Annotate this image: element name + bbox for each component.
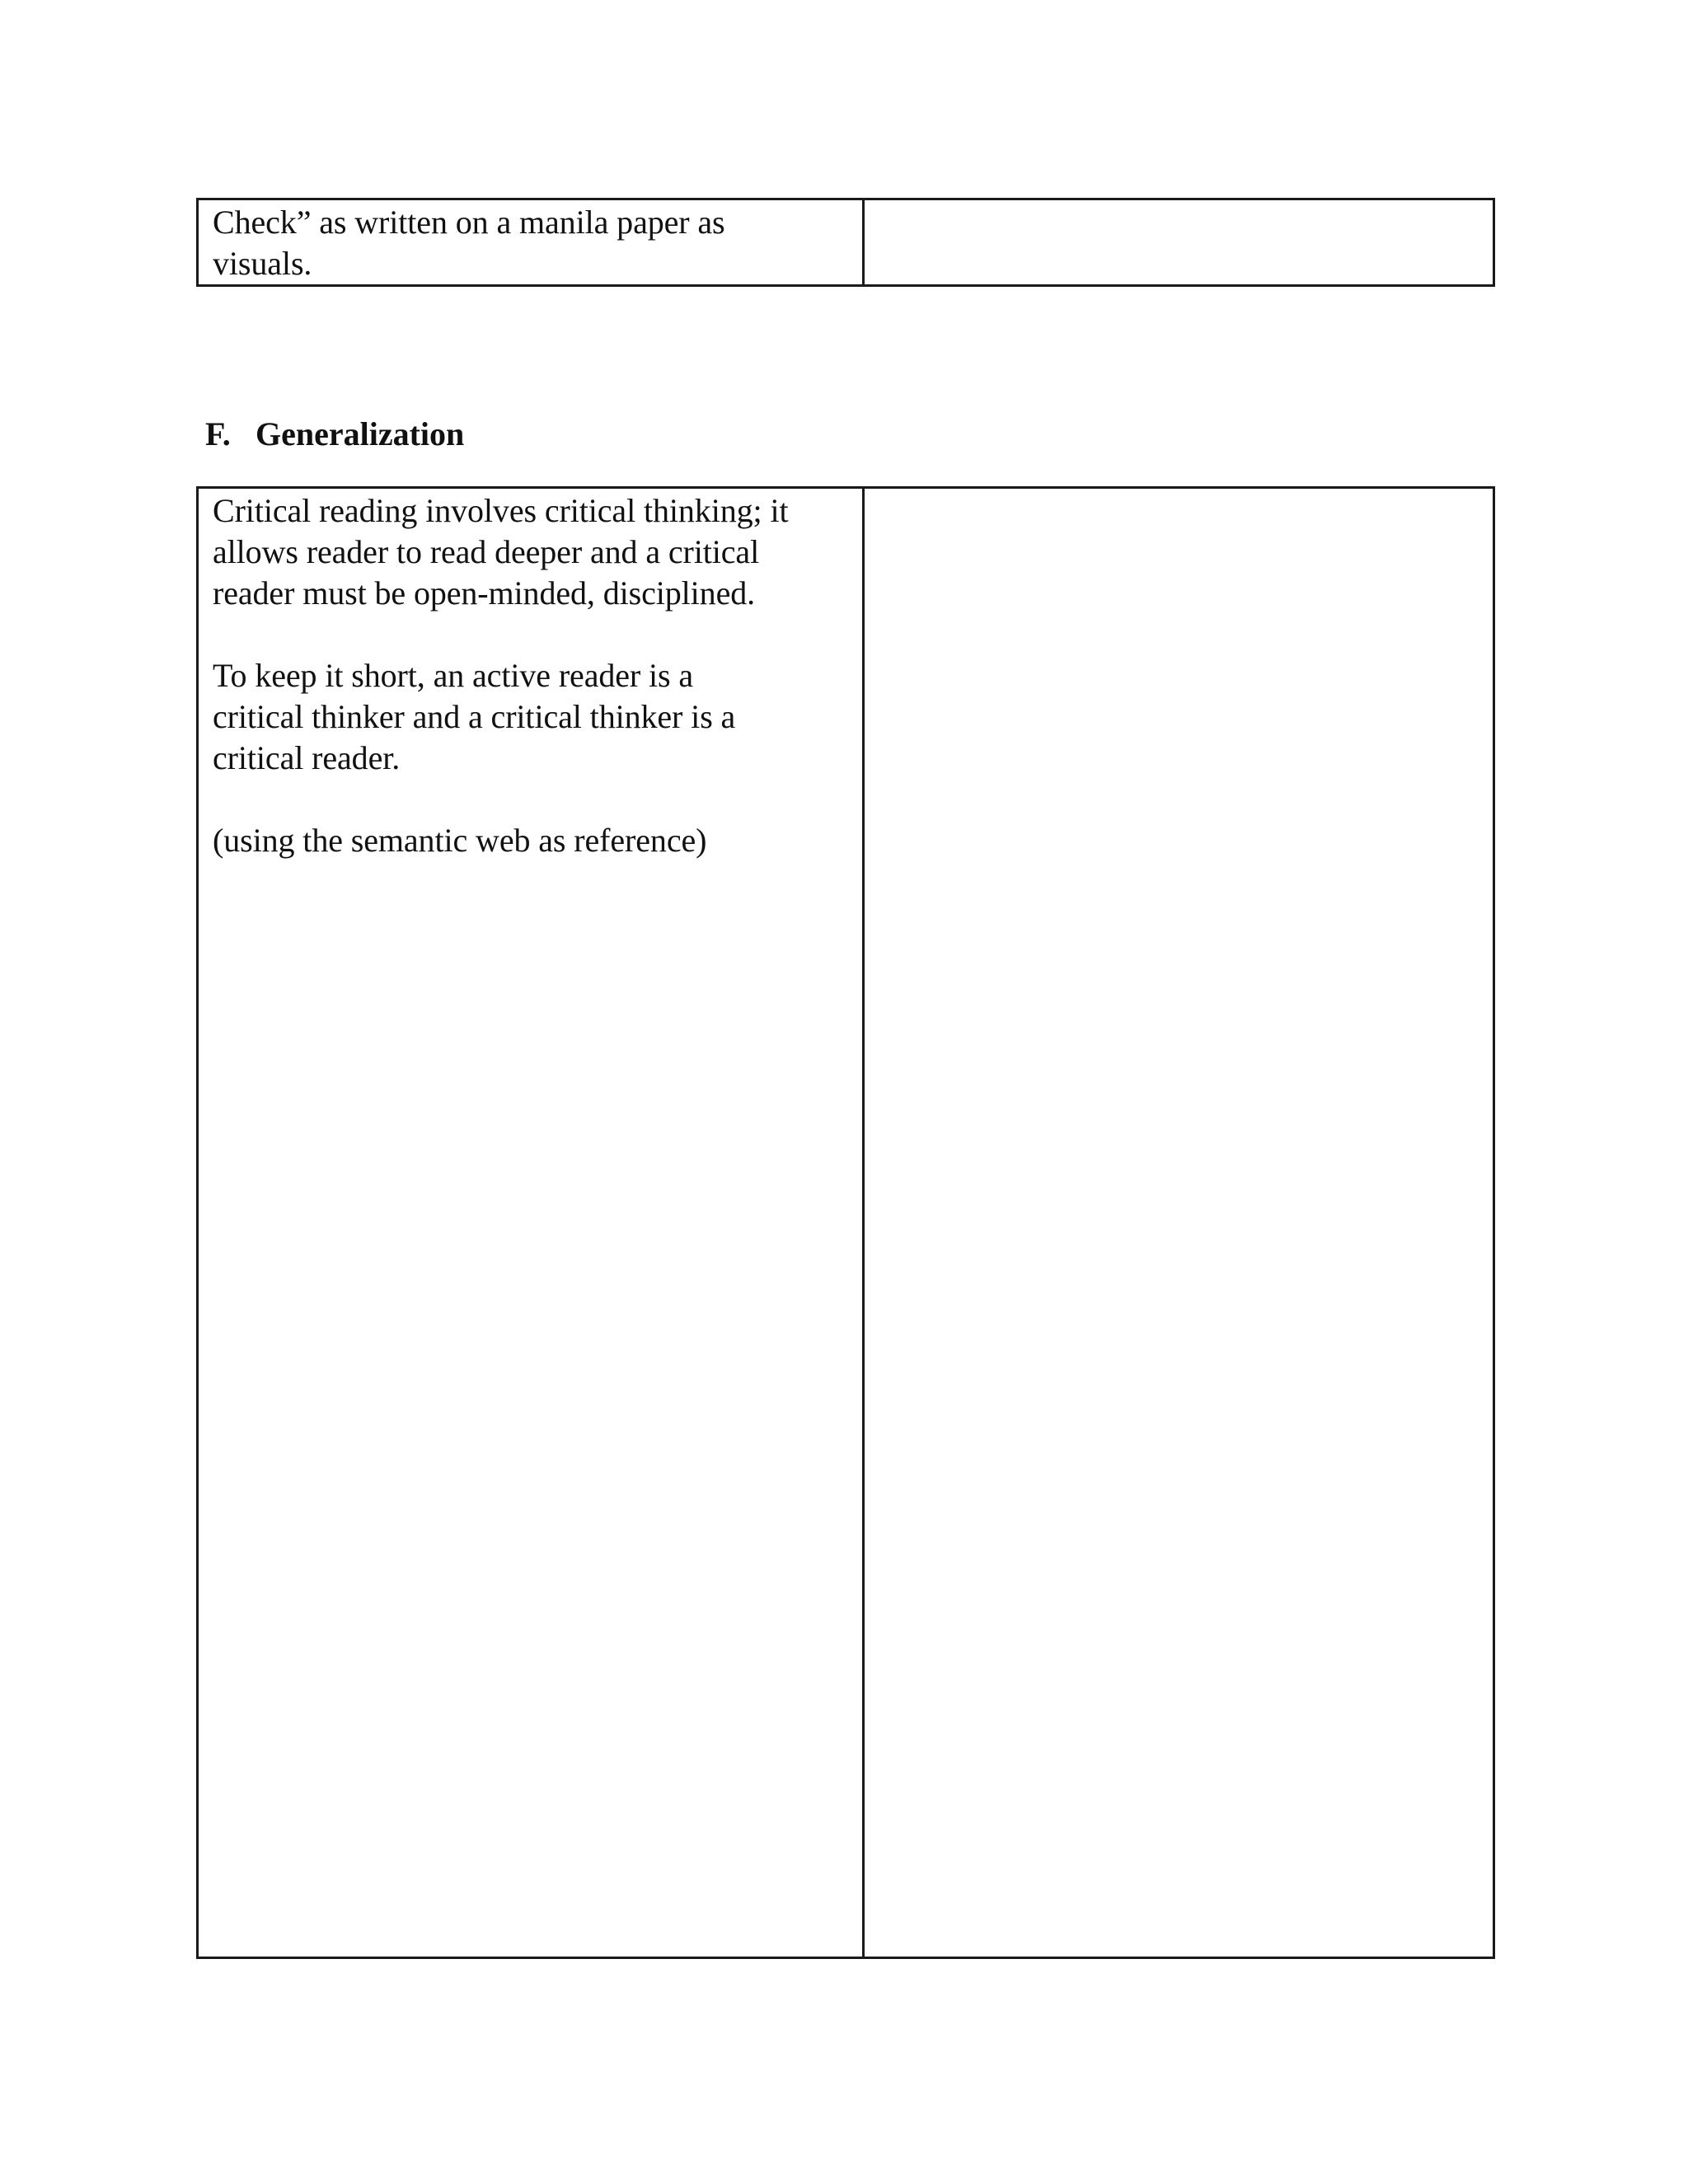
text-line: To keep it short, an active reader is a [213, 657, 694, 694]
section-title: Generalization [256, 415, 465, 452]
table-cell-generalization [198, 488, 864, 1958]
cell-text [199, 489, 862, 861]
paragraph-reference-note: (using the semantic web as reference) [213, 822, 707, 859]
table-row [198, 199, 1494, 286]
text-line: visuals. [213, 245, 312, 282]
generalization-table [196, 486, 1495, 1959]
text-line: Check” as written on a manila paper as [213, 204, 725, 241]
text-line: Critical reading involves critical thinking; it [213, 492, 789, 529]
table-row [198, 488, 1494, 1958]
table-cell-empty [864, 488, 1494, 1958]
table-cell-activity [198, 199, 864, 286]
text-line: reader must be open-minded, disciplined. [213, 574, 756, 612]
activity-table-continued [196, 198, 1495, 287]
table-cell-empty [864, 199, 1494, 286]
section-letter: F. [205, 415, 231, 452]
text-line: critical thinker and a critical thinker is a [213, 698, 736, 735]
text-line: allows reader to read deeper and a critical [213, 533, 760, 570]
paragraph [213, 655, 851, 779]
text-line: critical reader. [213, 739, 401, 776]
paragraph [213, 490, 851, 614]
cell-text [199, 200, 862, 284]
section-heading [205, 414, 464, 455]
